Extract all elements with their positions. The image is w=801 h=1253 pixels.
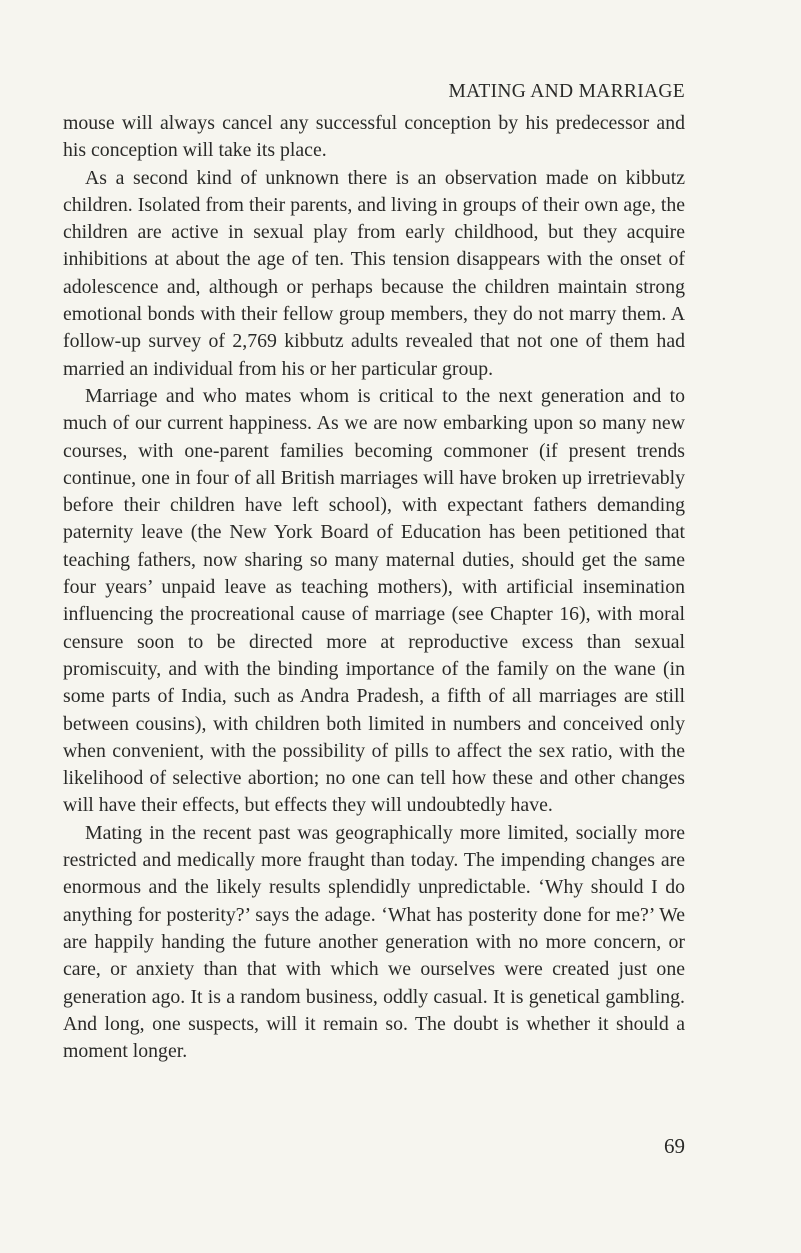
page-number: 69: [664, 1134, 685, 1158]
paragraph-mating: Mating in the recent past was geographically more limited, socially more restricted and medically more fraught than today. The impending changes are enormous and the likely results splendidly unpredictable. ‘Why should I do anything for posterity?’ says the adage. ‘What has posterity done for me?’ We are happily handing the future another generation with no more concern, or care, or anxiety than that with which we ourselves were created just one generation ago. It is a random business, oddly casual. It is genetical gambling. And long, one suspects, will it remain so. The doubt is whether it should a moment longer.: [63, 821, 685, 1063]
paragraph-marriage: Marriage and who mates whom is critical to the next generation and to much of our current happiness. As we are now embarking upon so many new courses, with one-parent families becoming commoner (if present trends continue, one in four of all British marriages will have broken up irretrievably before their children have left school), with expectant fathers demanding paternity leave (the New York Board of Education has been petitioned that teaching fathers, now sharing so many maternal duties, should get the same four years’ unpaid leave as teaching mothers), with artificial insemination influencing the procreational cause of marriage (see Chapter 16), with moral censure soon to be directed more at reproductive excess than sexual promiscuity, and with the binding importance of the family on the wane (in some parts of India, such as Andra Pradesh, a fifth of all marriages are still between cousins), with children both limited in numbers and conceived only when convenient, with the possibility of pills to affect the sex ratio, with the likelihood of selective abortion; no one can tell how these and other changes will have their effects, but effects they will undoubtedly have.: [63, 384, 685, 817]
body-text: [63, 110, 685, 1065]
running-head: MATING AND MARRIAGE: [448, 81, 685, 102]
paragraph-kibbutz: As a second kind of unknown there is an observation made on kibbutz children. Isolated from their parents, and living in groups of their own age, the children are active in sexual play from early childhood, but they acquire inhibitions at about the age of ten. This tension disappears with the onset of adolescence and, although or perhaps because the children maintain strong emotional bonds with their fellow group members, they do not marry them. A follow-up survey of 2,769 kibbutz adults revealed that not one of them had married an individual from his or her particular group.: [63, 166, 685, 380]
paragraph-continuation: mouse will always cancel any successful conception by his predecessor and his conception will take its place.: [63, 112, 685, 162]
